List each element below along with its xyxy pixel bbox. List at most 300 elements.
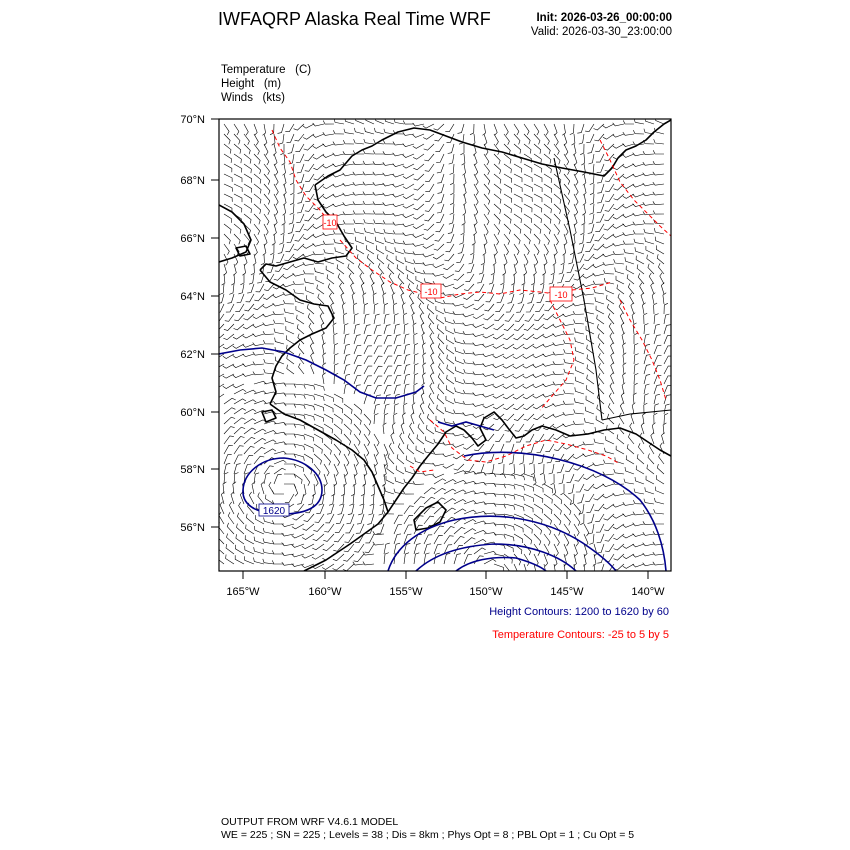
wind-barb [274,174,278,185]
wind-barb [263,304,274,308]
wind-barb [403,224,414,227]
wind-barb [663,423,666,434]
wind-barb [422,383,425,394]
wind-barb [643,220,654,224]
height-label-1620 [259,504,289,517]
wind-barb [424,154,434,161]
wind-barb [575,357,584,364]
wind-barb [483,404,494,408]
wind-barb [593,554,596,566]
wind-barb [533,404,544,409]
wind-barb [500,464,504,475]
wind-barb [331,484,334,496]
wind-barb [524,234,530,244]
wind-barb [623,184,634,189]
wind-barb [474,294,484,301]
wind-barb [613,164,624,170]
wind-barb [626,455,634,464]
lat-label-64: 64°N [180,291,205,303]
wind-barb [598,334,604,344]
wind-barb [354,424,361,435]
wind-barb [553,403,564,406]
wind-barb [224,264,227,275]
wind-barb [295,234,304,241]
wind-barb [459,234,464,244]
wind-barb [619,303,624,314]
wind-barb [274,184,278,195]
wind-barb [603,494,614,498]
wind-barb [553,424,564,428]
wind-barb [243,334,254,338]
wind-barb [413,144,424,148]
wind-barb [364,219,374,224]
wind-barb [438,373,444,384]
wind-barb [574,320,585,325]
wind-barb [223,384,234,389]
wind-barb [634,239,644,244]
wind-barb [377,524,384,534]
wind-barb [652,293,655,304]
wind-barb [273,224,276,235]
wind-barb [513,374,524,378]
wind-barb [313,234,324,238]
wind-barb [630,293,634,304]
wind-barb [224,436,234,444]
wind-barb [470,244,474,255]
wind-barb [553,254,556,265]
wind-barb [489,464,494,474]
wind-barb [394,314,399,325]
wind-barb [654,375,661,384]
wind-barb [437,174,444,183]
wind-barb [365,544,374,553]
wind-barb [463,174,466,185]
wind-barb [333,184,344,187]
wind-barb [254,294,264,301]
wind-barb [275,367,284,374]
wind-barb [564,194,570,205]
wind-barb [324,249,334,254]
wind-barb [239,502,244,514]
wind-barb [263,559,274,564]
wind-barb [347,514,355,524]
wind-barb [413,243,424,246]
wind-barb [334,534,344,542]
wind-barb [253,372,264,375]
wind-barb [344,355,350,365]
wind-barb [313,224,324,229]
wind-barb [443,292,454,295]
wind-barb [423,134,434,139]
wind-barb [643,173,654,176]
wind-barb [544,254,547,265]
wind-barb [434,535,443,544]
wind-barb [305,164,314,171]
temperature-label-3 [550,287,572,301]
height-contour-legend: Height Contours: 1200 to 1620 by 60 [489,606,669,618]
wind-barb [617,285,624,295]
wind-barb [384,356,392,364]
wind-barb [297,194,304,203]
wind-barb [412,313,415,324]
wind-barb [627,274,634,284]
wind-barb [374,404,380,414]
wind-barb [398,443,404,454]
wind-barb [393,222,404,225]
wind-barb [430,383,434,394]
wind-barb [484,304,494,311]
wind-barb [613,243,624,246]
wind-barb [535,304,544,312]
wind-barb [543,414,554,419]
wind-barb [472,234,475,245]
wind-barb [464,359,474,364]
wind-barb [594,544,597,556]
wind-barb [264,204,270,215]
wind-barb [494,244,497,255]
wind-barb [606,436,614,444]
wind-barb [653,182,664,185]
wind-barb [654,394,660,404]
wind-barb [594,494,604,500]
wind-barb [354,464,357,476]
wind-barb [493,334,504,339]
wind-barb [264,164,270,175]
wind-barb [414,506,424,514]
wind-barb [343,212,354,215]
wind-barb [354,345,361,354]
wind-barb [303,524,314,530]
wind-barb [304,384,315,390]
wind-barb [323,144,334,147]
wind-barb [590,194,594,205]
wind-barb [495,304,504,312]
wind-barb [554,494,562,504]
wind-barb [623,241,634,245]
wind-barb [294,484,298,496]
wind-barb [327,504,334,514]
wind-barb [504,214,511,224]
wind-barb [334,424,342,434]
wind-barb [504,244,509,255]
lon-label-150: 150°W [469,586,503,598]
wind-barb [275,338,284,344]
wind-barb [364,346,372,354]
wind-barb [623,214,634,218]
wind-barb [315,514,324,522]
wind-barb [423,363,426,374]
wind-barb [323,121,334,125]
wind-barb [487,284,494,293]
wind-barb [294,244,304,250]
wind-barb [474,539,486,544]
wind-barb [423,244,434,248]
wind-barb [443,264,454,270]
wind-barb [274,468,286,474]
wind-barb [322,343,325,354]
wind-barb [633,523,644,526]
wind-barb [393,204,404,207]
wind-barb [544,214,551,224]
wind-barb [234,134,240,144]
wind-barb [605,174,614,182]
wind-barb [414,497,425,504]
wind-barb [403,491,414,495]
wind-barb [455,388,464,395]
wind-barb [493,404,504,409]
wind-barb [559,264,564,274]
wind-barb [398,274,404,285]
lat-label-70: 70°N [180,114,205,126]
wind-barb [453,284,464,289]
wind-barb [504,254,507,265]
wind-barb [643,162,654,165]
wind-barb [283,164,286,175]
wind-barb [273,311,284,314]
wind-barb [643,202,654,205]
wind-barb [263,244,266,255]
wind-barb [520,284,525,295]
wind-barb [542,474,545,485]
wind-barb [323,233,334,236]
wind-barb [573,421,584,425]
wind-barb [284,474,296,478]
wind-barb [414,516,424,524]
wind-barb [414,204,425,210]
wind-barb [413,234,424,238]
wind-barb [354,324,360,334]
wind-barb [483,364,494,367]
wind-barb [537,294,544,303]
wind-barb [354,375,361,384]
wind-barb [334,444,341,455]
wind-barb [234,144,241,154]
wind-barb [553,392,564,395]
wind-barb [561,484,565,495]
wind-barb [458,244,464,254]
wind-barb [504,204,512,213]
wind-barb [246,514,254,524]
wind-barb [485,444,494,452]
wind-barb [484,503,496,506]
wind-barb [374,128,384,134]
wind-barb [611,373,615,384]
wind-barb [314,404,324,411]
wind-barb [294,424,305,429]
wind-barb [567,264,574,273]
wind-barb [374,376,382,384]
wind-barb [563,412,574,415]
wind-barb [596,214,604,222]
lon-label-160: 160°W [308,586,342,598]
wind-barb [514,474,525,480]
wind-barb [544,174,552,183]
wind-barb [254,537,264,544]
wind-barb [623,232,634,235]
wind-barb [421,393,424,404]
wind-barb [654,228,664,234]
wind-barb [264,440,276,444]
wind-barb [613,534,624,540]
wind-barb [353,211,364,215]
wind-barb [264,466,274,474]
wind-barb [283,204,286,215]
wind-barb [504,564,510,576]
wind-barb [379,504,384,515]
wind-barb [544,144,550,154]
wind-barb [604,214,614,221]
wind-barb [633,164,644,167]
wind-barb [454,527,465,534]
wind-barb [634,343,638,354]
wind-barb [577,494,584,503]
wind-barb [347,255,354,264]
wind-barb [424,488,435,494]
wind-barb [543,344,554,347]
wind-barb [543,363,554,366]
wind-barb [523,334,534,340]
wind-barb [446,244,455,252]
wind-barb [244,214,251,224]
wind-barb [553,564,556,576]
wind-barb [513,264,516,275]
wind-barb [403,241,414,245]
wind-barb [281,224,285,235]
wind-barb [654,385,661,394]
wind-barb [234,234,240,244]
wind-barb [581,154,584,165]
wind-barb [456,254,464,262]
wind-barb [374,366,382,374]
wind-barb [455,377,464,384]
wind-barb [597,194,604,203]
wind-barb [312,554,324,559]
wind-barb [514,214,522,223]
wind-barb [447,375,454,384]
wind-barb [643,183,654,186]
wind-barb [514,184,522,192]
wind-barb [524,224,531,234]
wind-barb [574,194,578,205]
wind-barb [604,524,614,531]
wind-barb [508,294,515,303]
wind-barb [582,214,585,225]
wind-barb [304,474,310,486]
wind-barb [394,239,404,244]
wind-barb [633,393,636,404]
wind-barb [554,444,564,451]
wind-barb [423,373,426,384]
lat-label-60: 60°N [180,407,205,419]
wind-barb [345,534,355,542]
wind-barb [586,385,594,394]
wind-barb [387,255,394,264]
wind-barb [429,323,434,334]
wind-barb [274,164,278,175]
wind-barb [385,238,394,245]
wind-barb [572,134,575,145]
wind-barb [587,234,595,243]
wind-barb [654,509,664,514]
wind-barb [384,346,392,354]
wind-barb [484,174,490,185]
wind-barb [633,534,644,537]
wind-barb [551,474,555,485]
wind-barb [289,154,294,164]
wind-barb [634,333,638,344]
wind-barb [491,264,495,275]
wind-barb [328,284,334,295]
wind-barb [443,442,454,445]
wind-barb [511,464,515,475]
wind-barb [264,154,269,165]
wind-barb [656,245,664,254]
wind-barb [422,333,425,344]
wind-barb [263,124,266,135]
wind-barb [450,184,454,195]
wind-barb [402,303,405,314]
wind-barb [576,484,584,492]
wind-barb [473,352,484,355]
wind-barb [234,437,245,445]
wind-barb [373,201,384,204]
wind-barb [553,361,564,364]
wind-barb [324,414,333,423]
wind-barb [588,144,595,153]
wind-barb [504,164,511,173]
wind-barb [584,418,594,424]
wind-barb [374,228,384,234]
wind-barb [585,317,594,324]
wind-barb [516,304,524,312]
lon-label-140: 140°W [631,586,665,598]
wind-barb [303,484,306,496]
wind-barb [404,374,410,384]
wind-barb [474,214,477,225]
wind-barb [484,551,496,554]
wind-barb [383,151,394,154]
wind-barb [436,154,444,162]
wind-barb [504,134,509,145]
wind-barb [646,246,654,254]
wind-barb [464,501,476,504]
wind-barb [583,442,594,445]
wind-barb [404,313,407,324]
wind-barb [234,408,246,414]
wind-barb [445,407,454,414]
wind-barb [314,434,323,443]
wind-barb [534,174,542,182]
wind-barb [337,264,344,274]
wind-barb [343,220,354,224]
wind-barb [544,504,552,514]
wind-barb [463,401,474,405]
wind-barb [234,204,242,212]
wind-barb [574,204,578,215]
lon-label-155: 155°W [389,586,423,598]
wind-barb [574,398,584,404]
wind-barb [643,151,654,154]
wind-barb [584,254,594,261]
wind-barb [595,224,604,232]
wind-barb [411,303,414,314]
wind-barb [422,343,425,354]
wind-barb [544,484,553,493]
wind-barb [613,251,624,254]
wind-barb [358,263,364,274]
wind-barb [414,553,419,564]
wind-barb [554,554,557,566]
